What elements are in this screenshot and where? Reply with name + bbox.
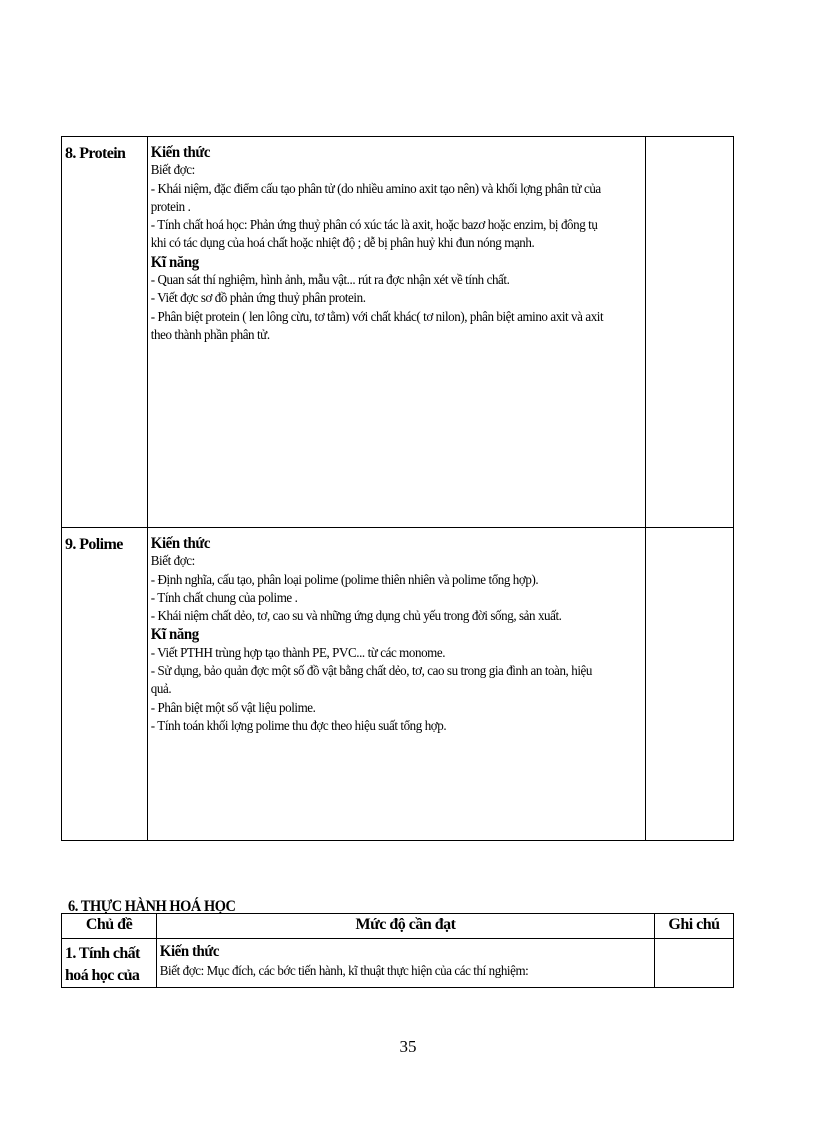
content-cell	[156, 939, 654, 988]
content-line: - Phân biệt protein ( len lông cừu, tơ tằm) với chất khác( tơ nilon), phân biệt amino axit và axit theo thành phần phân tử.	[150, 309, 604, 343]
content-line: - Quan sát thí nghiệm, hình ảnh, mẫu vật... rút ra đợc nhận xét về tính chất.	[150, 273, 510, 289]
requirements-table	[61, 136, 734, 841]
content-line: Biết đợc:	[150, 163, 195, 179]
subject-cell	[62, 939, 157, 988]
subject-label: 1. Tính chất hoá học của	[65, 945, 140, 984]
content-line: - Tính chất chung của polime .	[150, 590, 298, 606]
note-cell	[645, 137, 733, 528]
knowledge-heading: Kiến thức	[150, 144, 211, 161]
section-title: 6. THỰC HÀNH HOÁ HỌC	[68, 898, 236, 915]
subject-cell	[62, 528, 148, 841]
content-line: - Tính toán khối lợng polime thu đợc theo hiệu suất tổng hợp.	[150, 718, 447, 734]
note-cell	[654, 939, 733, 988]
knowledge-heading: Kiến thức	[150, 535, 211, 552]
subject-cell	[62, 137, 148, 528]
practice-table	[61, 913, 734, 988]
skills-heading: Kĩ năng	[150, 253, 199, 271]
table-row	[62, 939, 734, 988]
content-line: Biết đợc: Mục đích, các bớc tiến hành, kĩ thuật thực hiện của các thí nghiệm:	[159, 964, 529, 980]
column-header: Chủ đề	[62, 914, 157, 939]
column-header: Ghi chú	[654, 914, 733, 939]
content-line: - Sử dụng, bảo quản đợc một số đồ vật bằng chất dẻo, tơ, cao su trong gia đình an toàn, hiệu quả.	[150, 664, 592, 698]
content-line: - Khái niệm chất dẻo, tơ, cao su và những ứng dụng chủ yếu trong đời sống, sản xuất.	[150, 609, 562, 625]
table-row	[62, 137, 734, 528]
content-line: - Tính chất hoá học: Phản ứng thuỷ phân có xúc tác là axit, hoặc bazơ hoặc enzim, bị đông tụ khi có tác dụng của hoá chất hoặc nhiệt độ ; dễ bị phân huỷ khi đun nóng mạnh.	[150, 218, 598, 252]
note-cell	[645, 528, 733, 841]
header-row	[62, 914, 734, 939]
page-number: 35	[399, 1037, 417, 1056]
content-cell	[147, 137, 645, 528]
skills-heading: Kĩ năng	[150, 626, 199, 644]
column-header: Mức độ cần đạt	[156, 914, 654, 939]
content-line: - Viết PTHH trùng hợp tạo thành PE, PVC... từ các monome.	[150, 645, 445, 661]
subject-label: 9. Polime	[65, 536, 123, 553]
content-line: - Khái niệm, đặc điểm cấu tạo phân tử (do nhiều amino axit tạo nên) và khối lợng phân tử của protein .	[150, 181, 601, 215]
table-row	[62, 528, 734, 841]
content-line: - Viết đợc sơ đồ phản ứng thuỷ phân protein.	[150, 291, 366, 307]
content-line: Biết đợc:	[150, 554, 195, 570]
content-line: - Định nghĩa, cấu tạo, phân loại polime (polime thiên nhiên và polime tổng hợp).	[150, 572, 539, 588]
knowledge-heading: Kiến thức	[159, 943, 220, 960]
subject-label: 8. Protein	[65, 145, 126, 162]
content-line: - Phân biệt một số vật liệu polime.	[150, 700, 316, 716]
content-cell	[147, 528, 645, 841]
